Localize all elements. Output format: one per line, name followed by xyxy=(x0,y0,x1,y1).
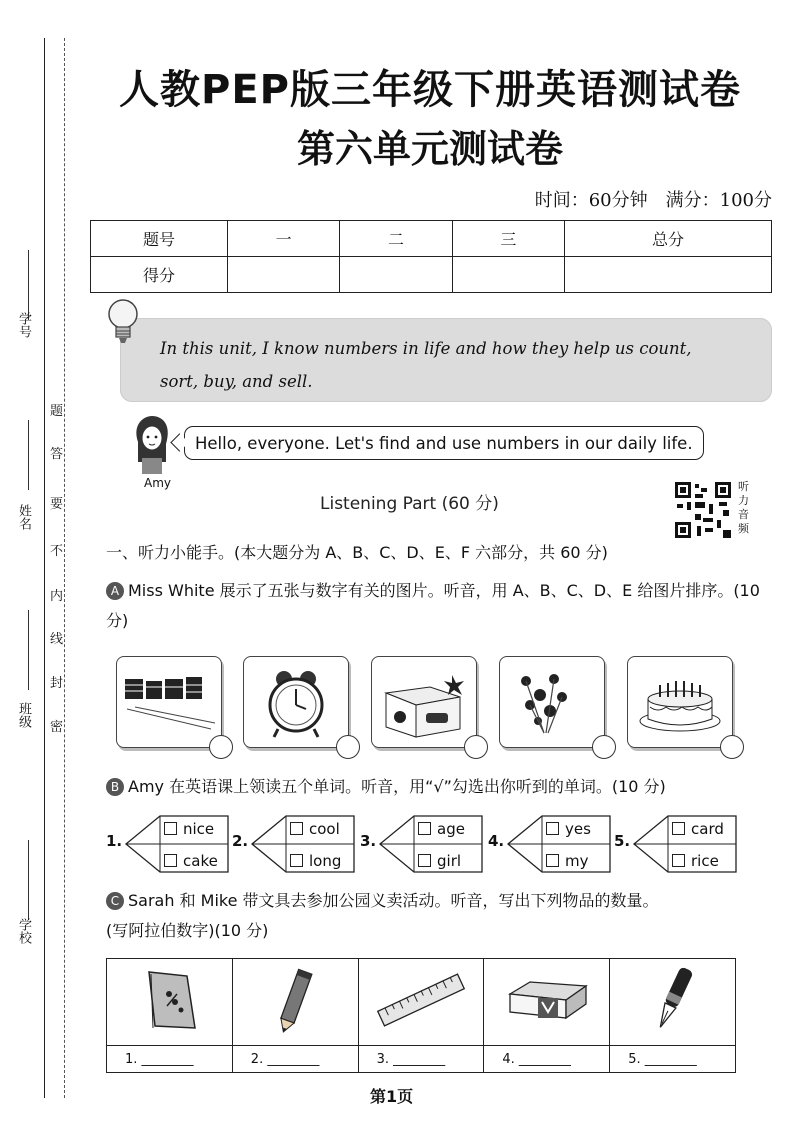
part-a-instruction xyxy=(106,576,776,636)
checkbox[interactable] xyxy=(164,822,177,835)
cake-icon xyxy=(628,657,732,747)
answer-blank[interactable]: 3. ________ xyxy=(358,1046,484,1073)
word-option[interactable] xyxy=(672,820,724,838)
speech-bubble: Hello, everyone. Let's find and use numbers in our daily life. xyxy=(184,426,704,460)
checkbox[interactable] xyxy=(418,822,431,835)
answer-circle[interactable] xyxy=(592,735,616,759)
page-number: 第1页 xyxy=(370,1087,414,1106)
word-choice-group xyxy=(106,812,226,876)
picture-card-box xyxy=(371,656,477,748)
item-cell-pen xyxy=(610,959,736,1046)
lightbulb-icon xyxy=(106,298,140,346)
score-row-label: 得分 xyxy=(91,257,228,293)
word-option[interactable] xyxy=(290,852,341,870)
seal-char: 封 xyxy=(50,676,64,691)
word-label: rice xyxy=(691,852,719,870)
part-c-badge: C xyxy=(106,892,124,910)
qr-code-icon[interactable] xyxy=(673,480,733,540)
time-info: 时间：60分钟 满分：100分 xyxy=(534,190,772,211)
name-label: 姓名 xyxy=(16,504,31,530)
score-header-cell: 三 xyxy=(452,221,564,257)
page-subtitle: 第六单元测试卷 xyxy=(296,127,563,171)
notebook-icon xyxy=(129,964,209,1036)
group-number: 5. xyxy=(614,832,631,850)
listening-heading: Listening Part (60 分) xyxy=(320,494,499,514)
word-label: long xyxy=(309,852,342,870)
part-b-instruction xyxy=(106,772,776,802)
alarm-clock-icon xyxy=(244,657,348,747)
seal-char: 内 xyxy=(50,589,64,604)
answer-circle[interactable] xyxy=(209,735,233,759)
stationery-table xyxy=(106,958,736,1073)
picture-card-clock xyxy=(243,656,349,748)
group-number: 3. xyxy=(360,832,377,850)
binding-dashed-line xyxy=(64,38,65,1098)
group-number: 1. xyxy=(106,832,123,850)
score-cell[interactable] xyxy=(340,257,452,293)
checkbox[interactable] xyxy=(546,822,559,835)
answer-blank[interactable]: 4. ________ xyxy=(484,1046,610,1073)
amy-label: Amy xyxy=(144,476,171,490)
word-option[interactable] xyxy=(418,852,461,870)
answer-blank[interactable]: 1. ________ xyxy=(107,1046,233,1073)
seal-char: 要 xyxy=(50,497,64,512)
checkbox[interactable] xyxy=(290,854,303,867)
group-number: 2. xyxy=(232,832,249,850)
seal-char: 线 xyxy=(50,632,64,647)
school-label: 学校 xyxy=(16,918,31,944)
part-c-text-line2: (写阿拉伯数字)(10 分) xyxy=(106,921,269,940)
id-label: 学号 xyxy=(16,312,31,338)
checkbox[interactable] xyxy=(290,822,303,835)
name-underline xyxy=(28,420,29,490)
binding-line xyxy=(44,38,45,1098)
word-label: cake xyxy=(183,852,218,870)
answer-blank[interactable]: 2. ________ xyxy=(232,1046,358,1073)
group-number: 4. xyxy=(488,832,505,850)
word-label: my xyxy=(565,852,589,870)
flowers-icon xyxy=(500,657,604,747)
score-cell[interactable] xyxy=(565,257,772,293)
word-label: nice xyxy=(183,820,215,838)
part-a-badge: A xyxy=(106,582,124,600)
page-title: 人教PEP版三年级下册英语测试卷 xyxy=(119,67,741,113)
word-choice-group xyxy=(488,812,608,876)
score-table xyxy=(90,220,772,293)
word-choice-group xyxy=(360,812,480,876)
picture-card-books xyxy=(116,656,222,748)
word-option[interactable] xyxy=(672,852,719,870)
seal-char: 密 xyxy=(50,720,64,735)
box-icon xyxy=(372,657,476,747)
class-underline xyxy=(28,610,29,690)
seal-char: 答 xyxy=(50,447,64,462)
seal-char: 不 xyxy=(50,544,64,559)
checkbox[interactable] xyxy=(546,854,559,867)
class-label: 班级 xyxy=(16,702,31,728)
qr-label: 听力音频 xyxy=(738,480,749,535)
word-option[interactable] xyxy=(290,820,340,838)
answer-blank[interactable]: 5. ________ xyxy=(610,1046,736,1073)
word-choice-group xyxy=(614,812,744,876)
word-label: age xyxy=(437,820,465,838)
word-label: yes xyxy=(565,820,591,838)
unit-goal-line: In this unit, I know numbers in life and how they help us count, xyxy=(160,339,692,358)
picture-card-cake xyxy=(627,656,733,748)
word-label: cool xyxy=(309,820,340,838)
score-header-cell: 总分 xyxy=(565,221,772,257)
checkbox[interactable] xyxy=(164,854,177,867)
id-underline xyxy=(28,250,29,320)
school-underline xyxy=(28,840,29,920)
part-b-badge: B xyxy=(106,778,124,796)
eraser-icon xyxy=(502,964,592,1036)
books-icon xyxy=(117,657,221,747)
score-header-cell: 题号 xyxy=(91,221,228,257)
item-cell-pencil xyxy=(232,959,358,1046)
answer-circle[interactable] xyxy=(720,735,744,759)
answer-circle[interactable] xyxy=(464,735,488,759)
part-b-text: Amy 在英语课上领读五个单词。听音，用“√”勾选出你听到的单词。(10 分) xyxy=(128,777,666,796)
word-option[interactable] xyxy=(164,820,214,838)
unit-goal-text xyxy=(160,332,750,398)
word-label: card xyxy=(691,820,724,838)
item-cell-ruler xyxy=(358,959,484,1046)
word-option[interactable] xyxy=(418,820,465,838)
score-cell[interactable] xyxy=(228,257,340,293)
pen-icon xyxy=(633,964,713,1036)
word-label: girl xyxy=(437,852,462,870)
word-option[interactable] xyxy=(546,820,591,838)
answer-circle[interactable] xyxy=(336,735,360,759)
score-cell[interactable] xyxy=(452,257,564,293)
seal-char: 题 xyxy=(50,404,64,419)
section-title: 一、听力小能手。(本大题分为 A、B、C、D、E、F 六部分，共 60 分) xyxy=(106,543,608,562)
part-c-text: Sarah 和 Mike 带文具去参加公园义卖活动。听音，写出下列物品的数量。 xyxy=(128,891,659,910)
part-a-text: Miss White 展示了五张与数字有关的图片。听音，用 A、B、C、D、E 给图片排序。(10 分) xyxy=(106,581,760,630)
score-header-cell: 一 xyxy=(228,221,340,257)
item-cell-eraser xyxy=(484,959,610,1046)
word-option[interactable] xyxy=(164,852,218,870)
word-choice-group xyxy=(232,812,352,876)
unit-goal-line: sort, buy, and sell. xyxy=(160,372,313,391)
picture-card-flowers xyxy=(499,656,605,748)
checkbox[interactable] xyxy=(672,822,685,835)
part-c-instruction xyxy=(106,886,786,946)
word-option[interactable] xyxy=(546,852,589,870)
ruler-icon xyxy=(371,964,471,1036)
pencil-icon xyxy=(255,964,335,1036)
checkbox[interactable] xyxy=(672,854,685,867)
score-header-cell: 二 xyxy=(340,221,452,257)
checkbox[interactable] xyxy=(418,854,431,867)
amy-avatar xyxy=(130,414,174,476)
item-cell-notebook xyxy=(107,959,233,1046)
